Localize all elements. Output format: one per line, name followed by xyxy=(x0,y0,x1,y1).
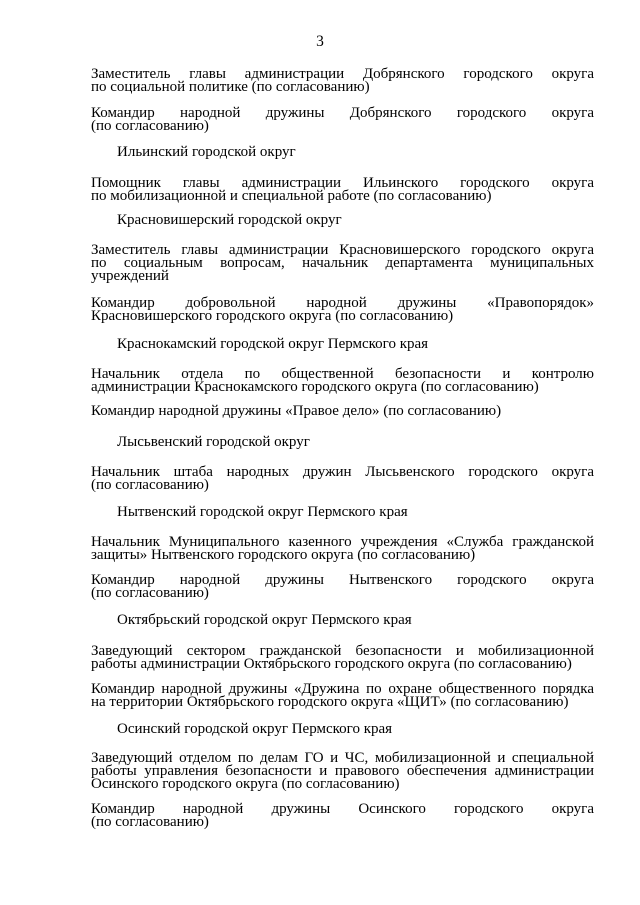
entry-line: Командир народной дружины «Правое дело» (по согласованию) xyxy=(91,403,502,419)
entry-line: Заместитель главы администрации Красновишерского городского округа xyxy=(91,242,594,258)
page-number: 3 xyxy=(316,33,324,50)
position-entry xyxy=(91,683,594,709)
entry-line: Командир добровольной народной дружины «Правопорядок» xyxy=(91,295,594,311)
entry-line: на территории Октябрьского городского округа «ЩИТ» (по согласованию) xyxy=(91,694,569,710)
entry-line: Начальник Муниципального казенного учреждения «Служба гражданской xyxy=(91,534,594,550)
entry-line: Заведующий сектором гражданской безопасности и мобилизационной xyxy=(91,643,594,659)
entry-line: Заведующий отделом по делам ГО и ЧС, мобилизационной и специальной xyxy=(91,750,594,766)
section-heading: Красновишерский городской округ xyxy=(117,212,342,228)
position-entry xyxy=(91,752,594,791)
entry-line: по социальной политике (по согласованию) xyxy=(91,79,370,95)
entry-line: администрации Краснокамского городского округа (по согласованию) xyxy=(91,379,539,395)
entry-line: Командир народной дружины Нытвенского городского округа xyxy=(91,572,594,588)
position-entry xyxy=(91,536,594,562)
entry-line: (по согласованию) xyxy=(91,477,209,493)
entry-line: Командир народной дружины «Дружина по охране общественного порядка xyxy=(91,681,594,697)
section-heading: Лысьвенский городской округ xyxy=(117,434,310,450)
position-entry xyxy=(91,297,594,323)
position-entry xyxy=(91,177,594,203)
entry-line: Командир народной дружины Осинского городского округа xyxy=(91,801,594,817)
position-entry xyxy=(91,466,594,492)
section-heading: Октябрьский городской округ Пермского края xyxy=(117,612,412,628)
entry-line: по мобилизационной и специальной работе (по согласованию) xyxy=(91,188,492,204)
section-heading: Осинский городской округ Пермского края xyxy=(117,721,393,737)
position-entry xyxy=(91,645,594,671)
position-entry xyxy=(91,405,594,418)
position-entry xyxy=(91,244,594,283)
position-entry xyxy=(91,574,594,600)
entry-line: Начальник отдела по общественной безопасности и контролю xyxy=(91,366,594,382)
position-entry xyxy=(91,107,594,133)
entry-line: по социальным вопросам, начальник департамента муниципальных xyxy=(91,255,594,271)
position-entry xyxy=(91,368,594,394)
entry-line: работы администрации Октябрьского городского округа (по согласованию) xyxy=(91,656,572,672)
section-heading: Краснокамский городской округ Пермского края xyxy=(117,336,429,352)
entry-line: Командир народной дружины Добрянского городского округа xyxy=(91,105,594,121)
entry-line: (по согласованию) xyxy=(91,814,209,830)
position-entry xyxy=(91,803,594,829)
position-entry xyxy=(91,68,594,94)
entry-line: работы управления безопасности и правового обеспечения администрации xyxy=(91,763,594,779)
entry-line: Красновишерского городского округа (по согласованию) xyxy=(91,308,454,324)
entry-line: учреждений xyxy=(91,268,169,284)
entry-line: защиты» Нытвенского городского округа (по согласованию) xyxy=(91,547,476,563)
entry-line: (по согласованию) xyxy=(91,118,209,134)
section-heading: Нытвенский городской округ Пермского края xyxy=(117,504,408,520)
section-heading: Ильинский городской округ xyxy=(117,144,296,160)
entry-line: Осинского городского округа (по согласованию) xyxy=(91,776,400,792)
entry-line: Начальник штаба народных дружин Лысьвенского городского округа xyxy=(91,464,594,480)
entry-line: Заместитель главы администрации Добрянского городского округа xyxy=(91,66,594,82)
entry-line: (по согласованию) xyxy=(91,585,209,601)
entry-line: Помощник главы администрации Ильинского городского округа xyxy=(91,175,594,191)
